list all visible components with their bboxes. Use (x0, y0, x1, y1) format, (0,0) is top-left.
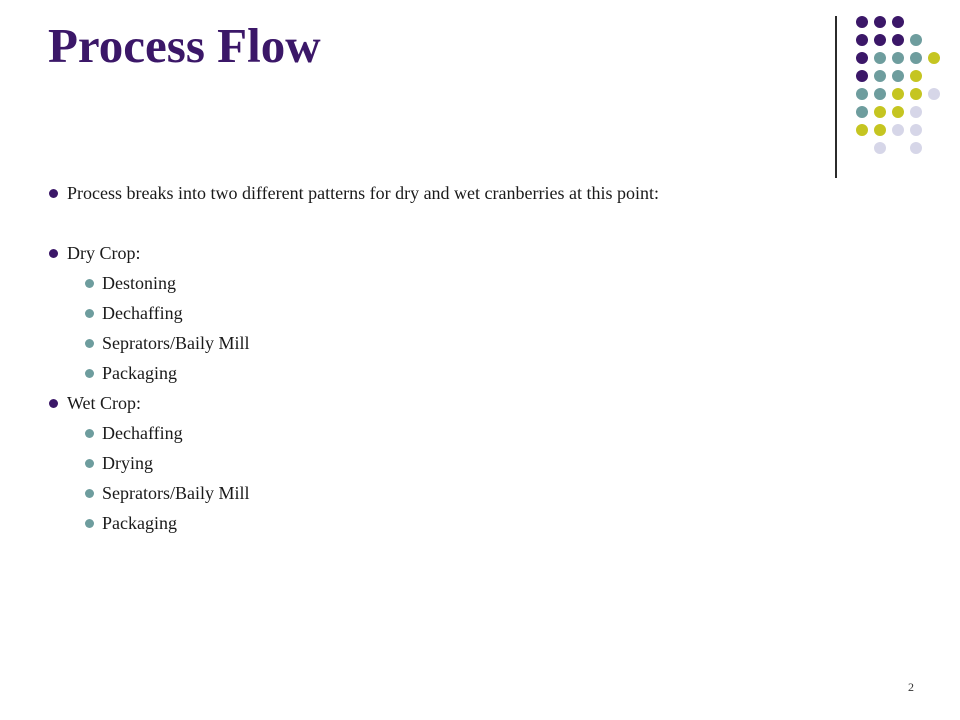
sub-bullet-text: Drying (102, 453, 153, 473)
sub-bullet-item (48, 268, 848, 298)
sub-bullet-item (48, 478, 848, 508)
bullet-text: Process breaks into two different patterns for dry and wet cranberries at this point: (67, 183, 659, 203)
sub-bullet-dot-icon (85, 519, 94, 528)
sub-bullet-text: Dechaffing (102, 303, 183, 323)
bullet-dot-icon (49, 189, 58, 198)
decor-dot (856, 34, 868, 46)
decor-dot (874, 52, 886, 64)
sub-bullet-dot-icon (85, 339, 94, 348)
decor-dot (874, 88, 886, 100)
decor-dot (892, 34, 904, 46)
bullet-item (48, 178, 848, 208)
decor-dot (892, 16, 904, 28)
decor-dot (856, 106, 868, 118)
sub-bullet-dot-icon (85, 369, 94, 378)
decor-dot (856, 124, 868, 136)
sub-bullet-item (48, 418, 848, 448)
sub-bullet-dot-icon (85, 489, 94, 498)
decor-dot (910, 142, 922, 154)
sub-bullet-dot-icon (85, 429, 94, 438)
sub-bullet-text: Seprators/Baily Mill (102, 483, 250, 503)
decor-dot (910, 70, 922, 82)
sub-bullet-item (48, 328, 848, 358)
decor-dot (874, 106, 886, 118)
bullet-dot-icon (49, 249, 58, 258)
decor-dot (910, 124, 922, 136)
decor-dot (856, 70, 868, 82)
decor-dot (928, 88, 940, 100)
decor-dot (910, 106, 922, 118)
decor-dot (874, 16, 886, 28)
decor-dot (892, 88, 904, 100)
decor-dot (856, 52, 868, 64)
sub-bullet-dot-icon (85, 309, 94, 318)
sub-bullet-text: Destoning (102, 273, 176, 293)
decor-dot (874, 124, 886, 136)
bullet-list (48, 178, 848, 538)
sub-bullet-text: Dechaffing (102, 423, 183, 443)
bullet-item (48, 238, 848, 268)
sub-bullet-text: Packaging (102, 513, 177, 533)
decor-dot (874, 34, 886, 46)
sub-bullet-item (48, 508, 848, 538)
decor-dot (910, 88, 922, 100)
bullet-dot-icon (49, 399, 58, 408)
decor-dot (874, 142, 886, 154)
sub-bullet-item (48, 358, 848, 388)
decor-dot (910, 52, 922, 64)
decor-dot (856, 16, 868, 28)
decorative-dot-grid (0, 0, 960, 180)
sub-bullet-text: Packaging (102, 363, 177, 383)
slide-title: Process Flow (48, 18, 321, 73)
decor-dot (892, 124, 904, 136)
sub-bullet-text: Seprators/Baily Mill (102, 333, 250, 353)
decor-dot (892, 52, 904, 64)
decor-dot (910, 34, 922, 46)
sub-bullet-item (48, 298, 848, 328)
decor-dot (928, 52, 940, 64)
sub-bullet-dot-icon (85, 279, 94, 288)
decor-dot (892, 106, 904, 118)
bullet-text: Dry Crop: (67, 243, 141, 263)
page-number: 2 (908, 680, 914, 694)
decor-dot (856, 88, 868, 100)
sub-bullet-item (48, 448, 848, 478)
decor-dot (892, 70, 904, 82)
bullet-item (48, 388, 848, 418)
sub-bullet-dot-icon (85, 459, 94, 468)
bullet-text: Wet Crop: (67, 393, 142, 413)
decor-dot (874, 70, 886, 82)
